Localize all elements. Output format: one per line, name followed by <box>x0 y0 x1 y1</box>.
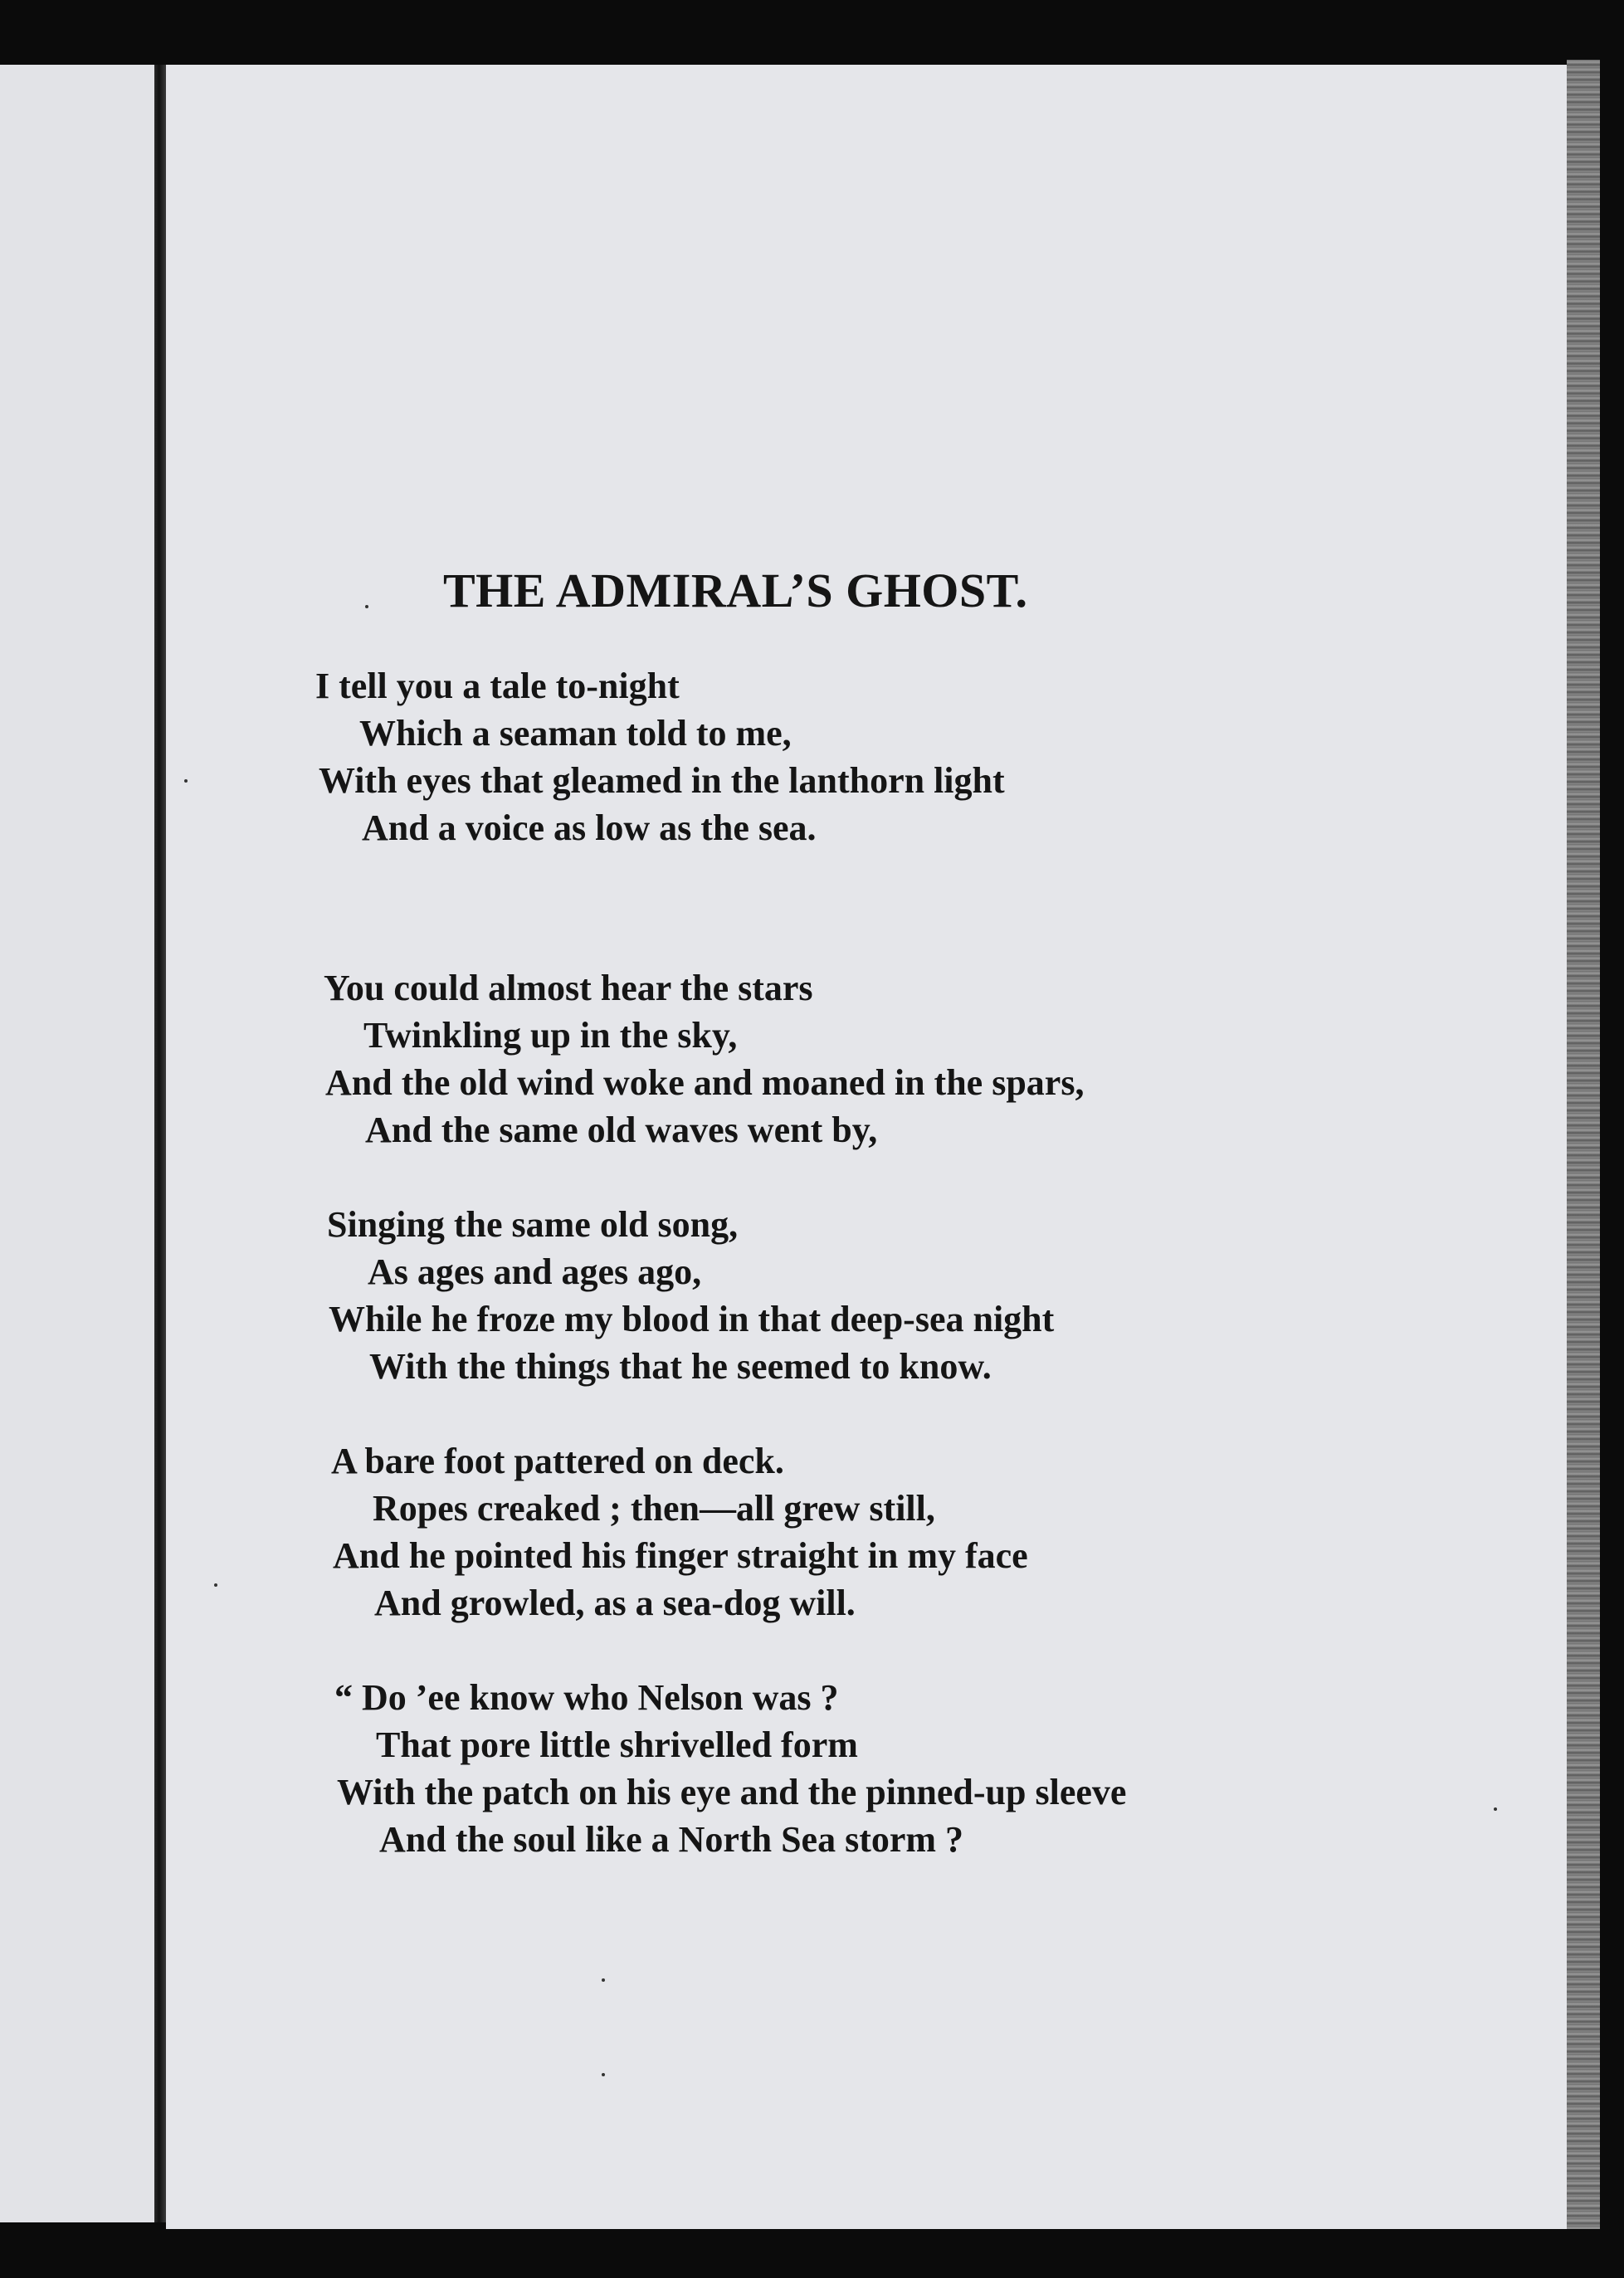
scan-speck <box>365 605 368 608</box>
poem-title: THE ADMIRAL’S GHOST. <box>443 563 1028 617</box>
poem-line: Singing the same old song, <box>327 1204 739 1245</box>
facing-page-edge <box>0 65 158 2222</box>
poem-line: I tell you a tale to-night <box>315 666 680 706</box>
poem-line: “ Do ’ee know who Nelson was ? <box>334 1677 839 1718</box>
book-page <box>166 65 1567 2229</box>
poem-line: And growled, as a sea-dog will. <box>374 1583 856 1623</box>
poem-line: And the old wind woke and moaned in the spars, <box>325 1062 1085 1103</box>
scan-speck <box>214 1583 217 1587</box>
book-spine <box>154 65 166 2222</box>
poem-line: With the things that he seemed to know. <box>369 1346 992 1387</box>
poem-line: A bare foot pattered on deck. <box>331 1441 784 1481</box>
poem-line: And he pointed his finger straight in my face <box>333 1535 1028 1576</box>
poem-line: Twinkling up in the sky, <box>363 1015 738 1056</box>
poem-line: And a voice as low as the sea. <box>362 807 817 848</box>
poem-line: Which a seaman told to me, <box>359 713 792 754</box>
poem-line: With the patch on his eye and the pinned-up sleeve <box>337 1772 1127 1812</box>
poem-line: With eyes that gleamed in the lanthorn light <box>319 760 1005 801</box>
poem-line: That pore little shrivelled form <box>376 1724 858 1765</box>
scan-speck <box>602 1978 605 1982</box>
poem-line: And the soul like a North Sea storm ? <box>379 1819 964 1860</box>
poem-line: Ropes creaked ; then—all grew still, <box>373 1488 935 1529</box>
page-edge <box>1567 60 1600 2234</box>
scan-speck <box>184 779 188 783</box>
scan-border <box>0 2229 1624 2278</box>
poem-line: And the same old waves went by, <box>365 1110 878 1150</box>
poem-line: As ages and ages ago, <box>368 1251 702 1292</box>
poem <box>166 65 1567 2229</box>
scan-speck <box>602 2073 605 2076</box>
poem-line: You could almost hear the stars <box>324 968 813 1008</box>
poem-line: While he froze my blood in that deep-sea night <box>329 1299 1055 1339</box>
scan-speck <box>1494 1807 1497 1811</box>
